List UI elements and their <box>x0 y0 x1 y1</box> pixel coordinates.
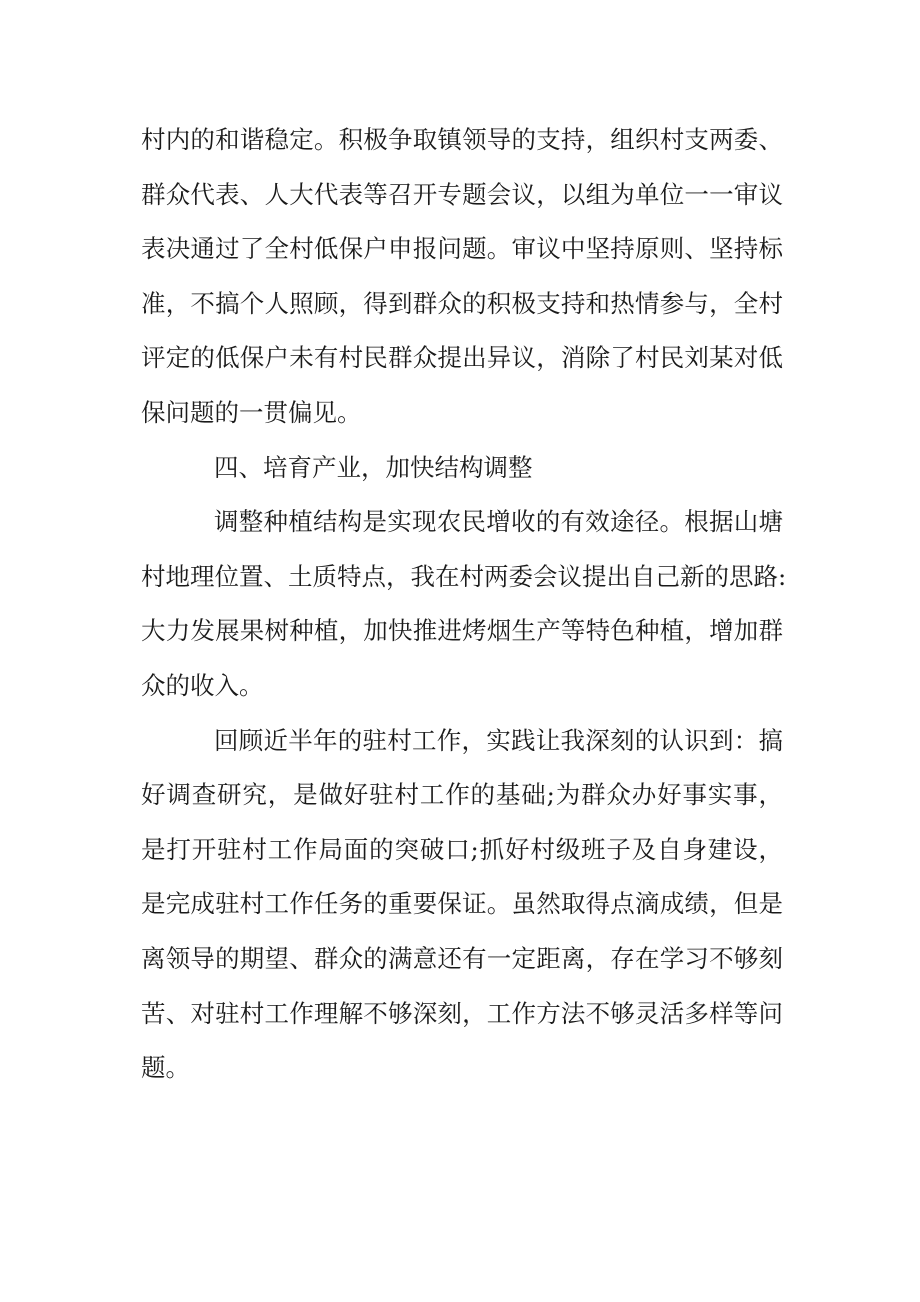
paragraph-line: 准，不搞个人照顾，得到群众的积极支持和热情参与，全村 <box>141 288 783 318</box>
paragraph-line: 村内的和谐稳定。积极争取镇领导的支持，组织村支两委、 <box>141 125 783 154</box>
paragraph-line: 题。 <box>141 1053 190 1083</box>
section-heading: 四、培育产业，加快结构调整 <box>214 452 533 482</box>
document-body <box>141 113 787 1096</box>
paragraph-line: 大力发展果树种植，加快推进烤烟生产等特色种植，增加群 <box>141 616 783 646</box>
paragraph-line: 回顾近半年的驻村工作，实践让我深刻的认识到：搞 <box>214 725 783 755</box>
paragraph-line: 调整种植结构是实现农民增收的有效途径。根据山塘 <box>214 507 783 537</box>
paragraph-line: 是打开驻村工作局面的突破口;抓好村级班子及自身建设， <box>141 834 783 864</box>
paragraph-line: 是完成驻村工作任务的重要保证。虽然取得点滴成绩，但是 <box>141 889 783 919</box>
paragraph-line: 苦、对驻村工作理解不够深刻，工作方法不够灵活多样等问 <box>141 998 783 1028</box>
paragraph-line: 表决通过了全村低保户申报问题。审议中坚持原则、坚持标 <box>141 234 783 264</box>
paragraph-line: 众的收入。 <box>141 670 264 700</box>
paragraph-line: 群众代表、人大代表等召开专题会议，以组为单位一一审议 <box>141 179 783 209</box>
paragraph-line: 保问题的一贯偏见。 <box>141 397 362 427</box>
paragraph-line: 评定的低保户未有村民群众提出异议，消除了村民刘某对低 <box>141 343 783 373</box>
paragraph-line: 村地理位置、土质特点，我在村两委会议提出自己新的思路: <box>141 561 787 591</box>
paragraph-line: 好调查研究，是做好驻村工作的基础;为群众办好事实事， <box>141 780 783 810</box>
paragraph-line: 离领导的期望、群众的满意还有一定距离，存在学习不够刻 <box>141 943 783 973</box>
